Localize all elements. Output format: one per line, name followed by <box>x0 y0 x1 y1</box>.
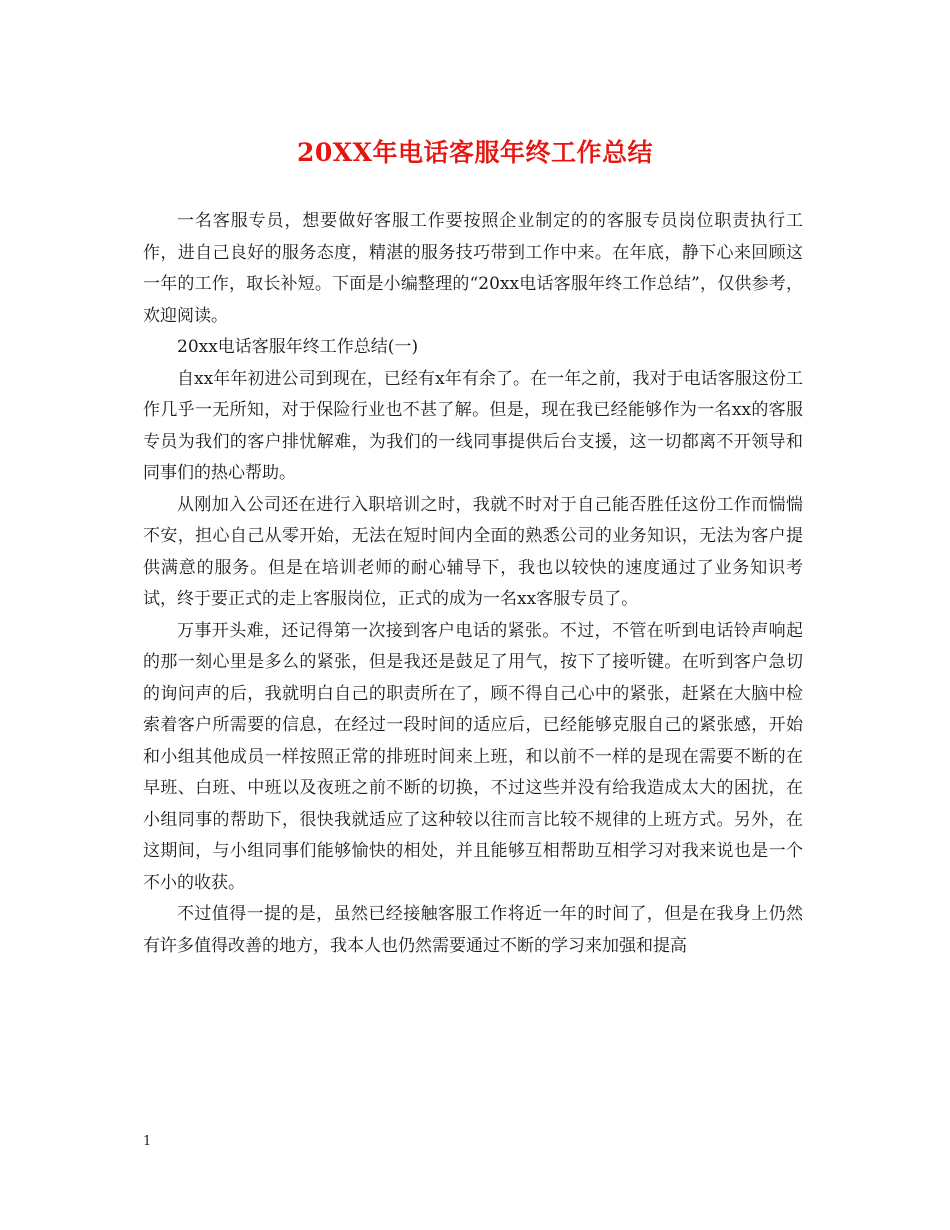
paragraph-2: 从刚加入公司还在进行入职培训之时，我就不时对于自己能否胜任这份工作而惴惴不安，担心自己从零开始，无法在短时间内全面的熟悉公司的业务知识，无法为客户提供满意的服务。但是在培训老师的耐心辅导下，我也以较快的速度通过了业务知识考试，终于要正式的走上客服岗位，正式的成为一名xx客服专员了。 <box>143 494 803 609</box>
page-number: 1 <box>143 1134 152 1149</box>
paragraph-3: 万事开头难，还记得第一次接到客户电话的紧张。不过，不管在听到电话铃声响起的那一刻心里是多么的紧张，但是我还是鼓足了用气，按下了接听键。在听到客户急切的询问声的后，我就明白自己的职责所在了，顾不得自己心中的紧张，赶紧在大脑中检索着客户所需要的信息，在经过一段时间的适应后，已经能够克服自己的紧张感，开始和小组其他成员一样按照正常的排班时间来上班，和以前不一样的是现在需要不断的在早班、白班、中班以及夜班之前不断的切换，不过这些并没有给我造成太大的困扰，在小组同事的帮助下，很快我就适应了这种较以往而言比较不规律的上班方式。另外，在这期间，与小组同事们能够愉快的相处，并且能够互相帮助互相学习对我来说也是一个不小的收获。 <box>143 620 803 893</box>
paragraph-1: 自xx年年初进公司到现在，已经有x年有余了。在一年之前，我对于电话客服这份工作几乎一无所知，对于保险行业也不甚了解。但是，现在我已经能够作为一名xx的客服专员为我们的客户排忧解难，为我们的一线同事提供后台支援，这一切都离不开领导和同事们的热心帮助。 <box>143 368 803 483</box>
document-body <box>143 206 803 962</box>
paragraph-4: 不过值得一提的是，虽然已经接触客服工作将近一年的时间了，但是在我身上仍然有许多值得改善的地方，我本人也仍然需要通过不断的学习来加强和提高 <box>143 904 803 956</box>
paragraph-intro: 一名客服专员，想要做好客服工作要按照企业制定的的客服专员岗位职责执行工作，进自己良好的服务态度，精湛的服务技巧带到工作中来。在年底，静下心来回顾这一年的工作，取长补短。下面是小编整理的“20xx电话客服年终工作总结”，仅供参考，欢迎阅读。 <box>143 211 803 326</box>
document-title: 20XX年电话客服年终工作总结 <box>296 138 654 167</box>
section-heading: 20xx电话客服年终工作总结(一) <box>177 337 419 357</box>
